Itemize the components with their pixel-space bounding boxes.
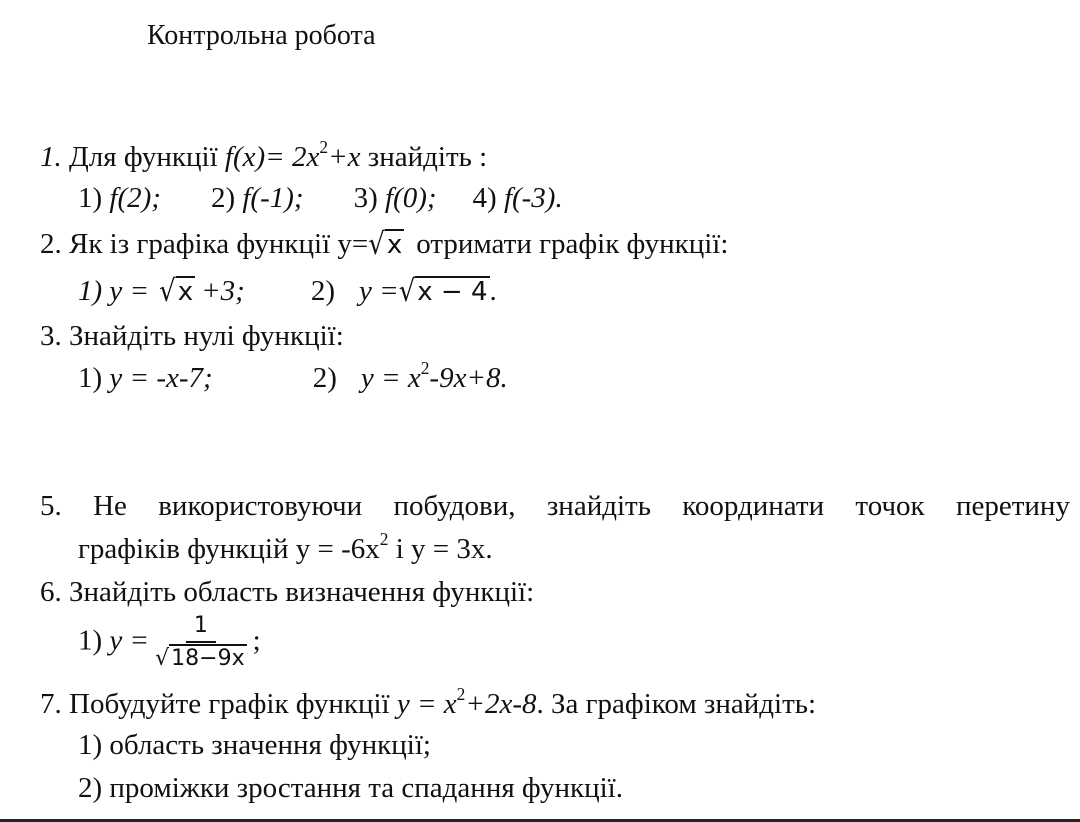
- radicand: x − 4: [417, 277, 488, 307]
- item-expression: f(-3).: [503, 182, 563, 214]
- question-6: 6. Знайдіть область визначення функції:: [40, 576, 535, 608]
- question-7: [40, 683, 817, 722]
- question-5-line-2: [78, 528, 493, 567]
- question-5-word: Не: [93, 490, 127, 522]
- question-7-expr-2: +2х-8: [465, 688, 537, 720]
- question-1-fx: f(x): [224, 141, 266, 173]
- item-expression: f(0);: [384, 182, 437, 214]
- question-2: [40, 226, 728, 263]
- question-1-number: 1.: [40, 141, 62, 173]
- question-1: [40, 136, 488, 175]
- question-5-word: побудови,: [393, 490, 516, 522]
- item-number: 3): [353, 182, 378, 214]
- question-5-word: 5.: [40, 490, 62, 522]
- radical-sign-icon: √: [398, 274, 416, 310]
- radical-sign-icon: √: [159, 274, 176, 310]
- item-number: 1): [78, 182, 103, 214]
- question-3-item-2-rest: -9х+8.: [429, 362, 508, 394]
- item-expression: f(-1);: [242, 182, 304, 214]
- question-5-word: використовуючи: [158, 490, 363, 522]
- fraction: [155, 613, 246, 673]
- question-3-item-1-number: 1): [78, 362, 103, 394]
- question-6-item-number: 1): [78, 624, 103, 657]
- question-2-tail: отримати графік функції:: [416, 228, 729, 260]
- radicand: 18−9x: [171, 646, 245, 671]
- question-5-word: точок: [855, 490, 925, 522]
- question-7-lead-1: 7. Побудуйте графік функції: [40, 688, 397, 720]
- question-5-line-1: [40, 488, 1070, 524]
- question-5-power: 2: [379, 528, 389, 549]
- radicand: x: [177, 277, 194, 307]
- question-5-line-2-b: і у = 3х.: [388, 533, 493, 565]
- question-7-item-2: 2) проміжки зростання та спадання функції.: [78, 772, 623, 804]
- radicand: x: [386, 230, 403, 260]
- item-number: 2): [210, 182, 236, 214]
- question-2-lead: 2. Як із графіка функції у=: [40, 228, 369, 260]
- question-2-item-2-sqrt: [399, 274, 490, 310]
- question-1-lead: Для функції: [61, 141, 225, 173]
- question-6-item-lhs: у =: [109, 624, 150, 657]
- question-6-item-tail: ;: [252, 624, 261, 657]
- question-7-item-1: 1) область значення функції;: [78, 729, 431, 761]
- question-2-item-2-number: 2): [310, 275, 335, 307]
- question-5-word: знайдіть: [546, 490, 651, 522]
- page-title: Контрольна робота: [147, 20, 376, 51]
- question-2-item-1-number: 1) у =: [78, 275, 150, 307]
- question-1-items: [78, 180, 563, 216]
- question-1-item-2: [211, 182, 304, 214]
- radical-sign-icon: √: [368, 227, 385, 263]
- question-3-items: [78, 357, 508, 396]
- question-5-word: координати: [682, 490, 825, 522]
- question-2-item-1-sqrt: [159, 274, 195, 310]
- question-3: 3. Знайдіть нулі функції:: [40, 320, 344, 352]
- question-1-power: 2: [319, 136, 329, 157]
- question-3-item-1-expr: у = -х-7;: [109, 362, 213, 394]
- question-1-item-4: [473, 182, 563, 214]
- question-7-lead-2: . За графіком знайдіть:: [536, 688, 817, 720]
- question-7-power: 2: [456, 683, 466, 704]
- question-1-tail: знайдіть :: [360, 141, 488, 173]
- question-3-item-2-power: 2: [420, 357, 430, 378]
- question-5: [40, 488, 1070, 524]
- question-3-item-2-expr: у = х: [360, 362, 421, 394]
- question-1-eq: = 2x: [265, 141, 320, 173]
- question-7-expr-1: у = х: [396, 688, 457, 720]
- question-2-item-2-lhs: у =: [358, 275, 399, 307]
- question-1-rest: +x: [328, 141, 361, 173]
- question-5-word: перетину: [955, 490, 1070, 522]
- question-6-item: [78, 613, 261, 677]
- question-2-item-1-tail: +3;: [201, 275, 245, 307]
- sqrt-x-expression: [368, 227, 404, 263]
- radical-sign-icon: √: [155, 646, 170, 671]
- question-1-item-3: [354, 182, 437, 214]
- question-5-line-2-a: графіків функцій у = -6х: [78, 533, 380, 565]
- fraction-numerator: 1: [186, 613, 216, 643]
- question-3-item-2-number: 2): [312, 362, 337, 394]
- item-expression: f(2);: [109, 182, 161, 214]
- question-2-items: [78, 273, 497, 310]
- fraction-denominator: [155, 643, 246, 673]
- item-number: 4): [472, 182, 497, 214]
- question-2-item-2-tail: .: [489, 275, 497, 307]
- question-1-item-1: [78, 182, 161, 214]
